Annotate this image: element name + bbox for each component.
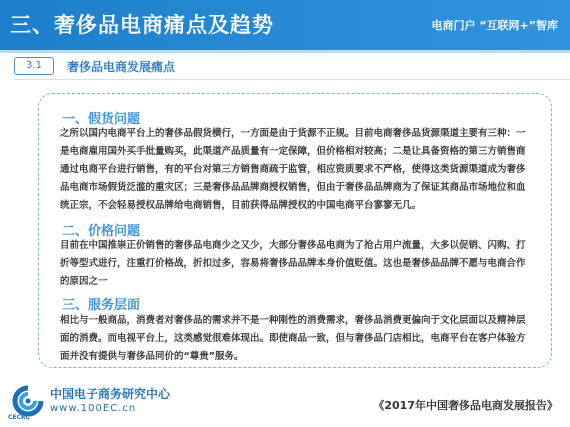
paragraph-counterfeit: 之所以国内电商平台上的奢侈品假货横行，一方面是由于货源不正规。目前电商奢侈品货源渠道主要有三种：一是电商雇用国外买手批量购买，此渠道产品质量有一定保障，但价格相对较高；二是让具备资格的第三方销售商通过电商平台进行销售，有的平台对第三方销售商疏于监管，相应资质要求不严格，使得这类货源渠道成为奢侈品电商市场假货泛滥的重灾区；三是奢侈品品牌商授权销售，但由于奢侈品品牌商为了保证其商品市场地位和血统正宗，不会轻易授权品牌给电商销售，目前获得品牌授权的中国电商平台寥寥无几。 [60, 128, 526, 211]
page-title: 三、奢侈品电商痛点及趋势 [10, 13, 274, 37]
logo-abbreviation: CECRC [8, 414, 30, 421]
paragraph-service: 相比与一般商品，消费者对奢侈品的需求并不是一种刚性的消费需求，奢侈品消费更偏向于文化层面以及精神层面的消费。而电视平台上，这类感觉很难体现出。即使商品一致，但与奢侈品门店相比，电商平台在客户体验方面并没有提供与奢侈品同价的“尊贵”服务。 [60, 315, 526, 362]
section-number-badge: 3.1 [14, 57, 54, 75]
header-bar [0, 0, 570, 50]
footer-logo [8, 382, 188, 422]
logo-organization-name: 中国电子商务研究中心 [50, 387, 171, 401]
section-bar [14, 57, 454, 77]
paragraph-price: 目前在中国推崇正价销售的奢侈品电商少之又少，大部分奢侈品电商为了抢占用户流量，大多以促销、闪购、打折等型式进行，注重打价格战，折扣过多，容易将奢侈品品牌本身价值贬值。这也是奢侈品品牌不愿与电商合作的原因之一 [60, 240, 526, 287]
header-divider [0, 50, 570, 53]
cecrc-logo-icon [8, 384, 48, 418]
heading-service: 三、服务层面 [62, 298, 141, 313]
section-title: 奢侈品电商发展痛点 [67, 60, 176, 74]
heading-counterfeit: 一、假货问题 [62, 112, 141, 127]
section-divider [14, 79, 570, 80]
report-title: 《2017年中国奢侈品电商发展报告》 [373, 399, 558, 412]
brand-slogan: 电商门户 “互联网+”智库 [431, 19, 558, 32]
logo-website: www.100EC.cn [50, 403, 137, 414]
heading-price: 二、价格问题 [62, 224, 141, 239]
